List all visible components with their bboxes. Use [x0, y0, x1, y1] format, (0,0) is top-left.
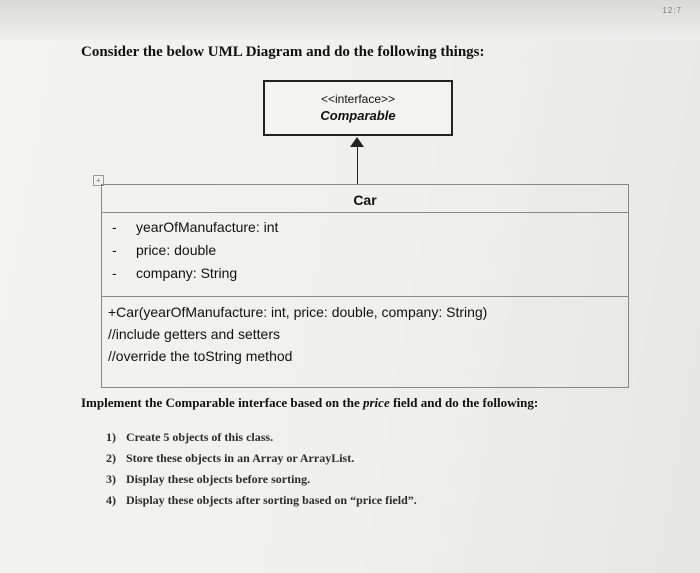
- instruction-step: [106, 493, 417, 508]
- attribute-item: [112, 242, 216, 258]
- attributes-section: [102, 213, 628, 297]
- step-text: Create 5 objects of this class.: [126, 430, 274, 444]
- attribute-item: [112, 219, 278, 235]
- step-text: Display these objects after sorting based on “price field”.: [126, 493, 417, 507]
- class-name: Car: [102, 185, 628, 213]
- top-shadow: [0, 0, 700, 40]
- step-number: 3): [106, 472, 116, 486]
- instruction-step: [106, 451, 354, 466]
- instructions-title-emphasis: price: [363, 395, 390, 410]
- instruction-step: [106, 472, 310, 487]
- move-handle-icon: +: [93, 175, 104, 186]
- visibility-marker: -: [112, 242, 117, 258]
- step-number: 1): [106, 430, 116, 444]
- attribute-text: price: double: [136, 242, 217, 258]
- class-box: [101, 184, 629, 388]
- instructions-title-start: Implement the Comparable interface based on the: [81, 395, 360, 410]
- interface-name: Comparable: [320, 108, 396, 123]
- visibility-marker: -: [112, 265, 117, 281]
- step-number: 2): [106, 451, 116, 465]
- attribute-item: [112, 265, 237, 281]
- interface-box: [263, 80, 453, 136]
- interface-stereotype: <<interface>>: [320, 92, 396, 106]
- step-text: Display these objects before sorting.: [126, 472, 311, 486]
- page-heading: Consider the below UML Diagram and do the following things:: [81, 44, 485, 60]
- arrow-up-icon: [350, 137, 364, 147]
- header-mark: 12:7: [662, 6, 682, 15]
- instructions-title-end: field and do the following:: [392, 395, 539, 410]
- visibility-marker: -: [112, 219, 117, 235]
- step-text: Store these objects in an Array or ArrayList.: [126, 451, 355, 465]
- method-item: //override the toString method: [108, 348, 293, 364]
- step-number: 4): [106, 493, 116, 507]
- instructions-title: [81, 395, 538, 411]
- method-item: +Car(yearOfManufacture: int, price: double, company: String): [108, 304, 488, 320]
- instruction-step: [106, 430, 273, 445]
- attribute-text: yearOfManufacture: int: [136, 219, 279, 235]
- method-item: //include getters and setters: [108, 326, 280, 342]
- methods-section: [108, 301, 487, 367]
- attribute-text: company: String: [136, 265, 238, 281]
